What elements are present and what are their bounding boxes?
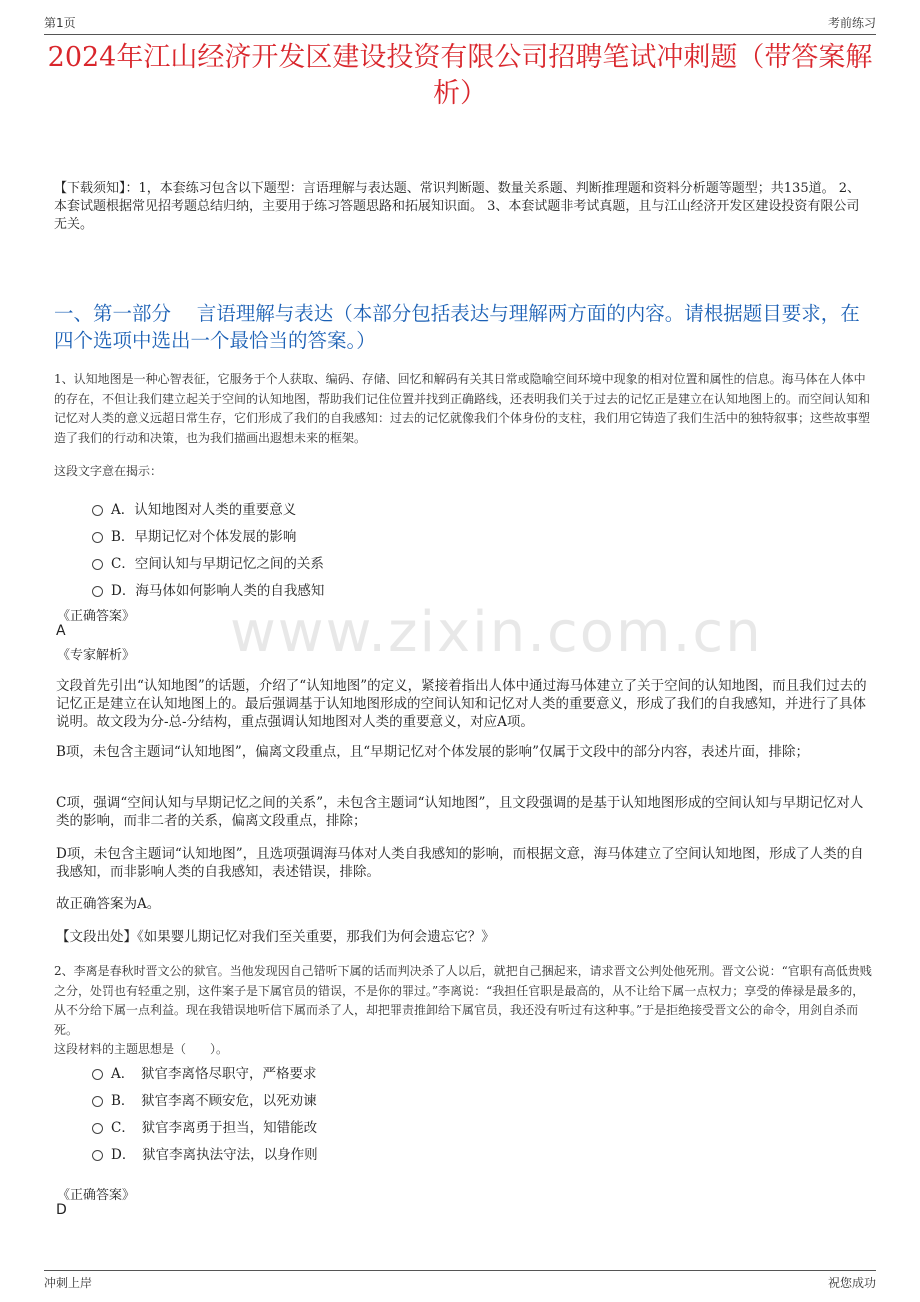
header-tag: 考前练习 [827,16,876,30]
radio-icon[interactable] [92,1123,103,1134]
source-citation: 【文段出处】《如果婴儿期记忆对我们至关重要，那我们为何会遗忘它？》 [56,929,495,945]
radio-icon[interactable] [92,1069,103,1080]
analysis-paragraph: C项，强调“空间认知与早期记忆之间的关系”，未包含主题词“认知地图”，且文段强调的是基于认知地图形成的空间认知与早期记忆对人类的影响，而非二者的关系，偏离文段重点，排除； [56,795,864,829]
option-d[interactable]: D． 狱官李离执法守法，以身作则 [92,1139,318,1166]
option-d[interactable]: D．海马体如何影响人类的自我感知 [92,575,324,602]
download-notice: 【下载须知】：1，本套练习包含以下题型：言语理解与表达题、常识判断题、数量关系题、判断推理题和资料分析题等题型；共135道。 2、本套试题根据常见招考题总结归纳，主要用于练习答题思路和拓展知识面。 3、本套试题非考试真题，且与江山经济开发区建设投资有限公司无关。 [54,181,860,232]
analysis-conclusion: 故正确答案为A。 [56,896,161,912]
question-1-stem: 1、认知地图是一种心智表征，它服务于个人获取、编码、存储、回忆和解码有关其日常或隐喻空间环境中现象的相对位置和属性的信息。海马体在人体中的存在，不但让我们建立起关于空间的认知地图，帮助我们记住位置并找到正确路线，还表明我们关于过去的记忆正是建立在认知地图上的。而空间认知和记忆对人类的意义远超日常生存，它们形成了我们的自我感知：过去的记忆就像我们个体身份的支柱，我们用它铸造了我们生活中的独特叙事；这些故事塑造了我们的行动和决策，也为我们描画出遐想未来的框架。 [54,372,871,445]
answer-value: D [56,1202,67,1218]
question-2-options [92,1058,318,1166]
option-a[interactable]: A．认知地图对人类的重要意义 [92,494,324,521]
radio-icon[interactable] [92,559,103,570]
question-1-prompt: 这段文字意在揭示： [54,464,163,478]
document-title: 2024年江山经济开发区建设投资有限公司招聘笔试冲刺题（带答案解析） [47,42,873,109]
page-header [44,14,876,35]
option-c[interactable]: C．空间认知与早期记忆之间的关系 [92,548,324,575]
analysis-paragraph: B项，未包含主题词“认知地图”，偏离文段重点，且“早期记忆对个体发展的影响”仅属于文段中的部分内容，表述片面，排除； [56,744,810,760]
radio-icon[interactable] [92,586,103,597]
radio-icon[interactable] [92,1096,103,1107]
radio-icon[interactable] [92,532,103,543]
footer-right: 祝您成功 [827,1276,876,1290]
watermark: www.zixin.com.cn [230,600,763,665]
page-number: 第1页 [44,16,76,30]
question-2-prompt: 这段材料的主题思想是（ ）。 [54,1042,229,1056]
analysis-paragraph: 文段首先引出“认知地图”的话题，介绍了“认知地图”的定义，紧接着指出人体中通过海马体建立了关于空间的认知地图，而且我们过去的记忆正是建立在认知地图上的。最后强调基于认知地图形成的空间认知和记忆对人类的重要意义，形成了我们的自我感知，并进行了具体说明。故文段为分-总-分结构，重点强调认知地图对人类的重要意义，对应A项。 [56,678,867,730]
analysis-paragraph: D项，未包含主题词“认知地图”，且选项强调海马体对人类自我感知的影响，而根据文意，海马体建立了空间认知地图，形成了人类的自我感知，而非影响人类的自我感知，表述错误，排除。 [56,846,864,880]
option-b[interactable]: B．早期记忆对个体发展的影响 [92,521,324,548]
answer-label: 《正确答案》 [57,1188,136,1203]
answer-value: A [56,623,66,639]
footer-left: 冲刺上岸 [44,1276,93,1290]
analysis-label: 《专家解析》 [57,648,136,663]
option-c[interactable]: C． 狱官李离勇于担当，知错能改 [92,1112,318,1139]
option-b[interactable]: B． 狱官李离不顾安危，以死劝谏 [92,1085,318,1112]
radio-icon[interactable] [92,1150,103,1161]
page-footer [44,1270,876,1294]
section-heading: 一、第一部分 言语理解与表达（本部分包括表达与理解两方面的内容。请根据题目要求，在四个选项中选出一个最恰当的答案。） [54,302,860,352]
question-1-options [92,494,324,602]
question-2-stem: 2、李离是春秋时晋文公的狱官。当他发现因自己错听下属的话而判决杀了人以后，就把自己捆起来，请求晋文公判处他死刑。晋文公说：“官职有高低贵贱之分，处罚也有轻重之别，这件案子是下属官员的错误，不是你的罪过。”李离说：“我担任官职是最高的，从不让给下属一点权力；享受的俸禄是最多的，从不分给下属一点利益。现在我错误地听信下属而杀了人，却把罪责推卸给下属官员，我还没有听过有这种事。”于是拒绝接受晋文公的命令，用剑自杀而死。 [54,964,872,1037]
option-a[interactable]: A． 狱官李离恪尽职守，严格要求 [92,1058,318,1085]
answer-label: 《正确答案》 [57,609,136,624]
radio-icon[interactable] [92,505,103,516]
